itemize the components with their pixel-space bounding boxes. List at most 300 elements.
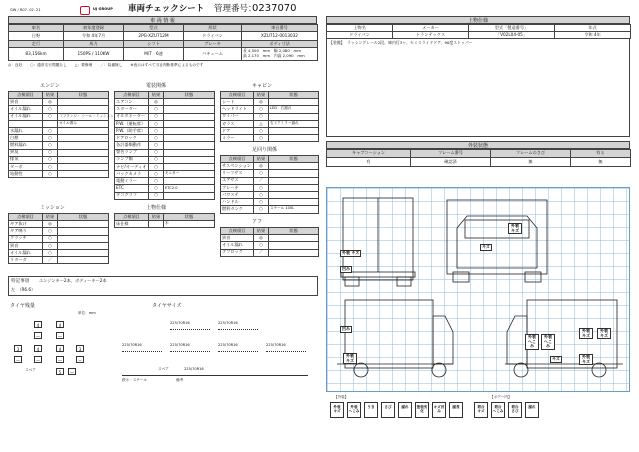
legend-exterior-item: キズ凹み: [432, 402, 446, 418]
damage-diagram: [326, 187, 630, 392]
engine-title: エンジン: [40, 83, 60, 89]
tire-size-rule: [218, 351, 258, 352]
rear-row: [221, 242, 319, 249]
tire-depth-empty: —: [58, 334, 62, 339]
spare-size-label: スペア: [158, 367, 169, 371]
electric-row: [115, 142, 215, 149]
tire-divider: [122, 375, 308, 376]
vehicle-info: [8, 16, 317, 67]
cabin-result: ○: [254, 127, 269, 134]
mileage: 83,156km: [9, 48, 64, 61]
upper-title: 上物仕様: [146, 205, 167, 211]
engine-item: 排気: [9, 156, 43, 163]
rear-row: [221, 235, 319, 242]
running-item: ハンドル: [221, 199, 254, 206]
tire-depth: 4: [34, 321, 42, 328]
running-row: [221, 163, 319, 170]
electric-result: ○: [149, 192, 164, 199]
cabin-row: [221, 99, 319, 106]
legend-exterior-item: 外装 キズ: [330, 402, 344, 418]
upper-col-head: 状態: [164, 214, 215, 221]
running-result: ○: [254, 184, 269, 191]
electric-result: ○: [149, 156, 164, 163]
engine-result: ○: [43, 149, 58, 156]
running-note: [269, 170, 319, 177]
engine-row: [9, 106, 109, 113]
electric-row: [115, 106, 215, 113]
legend-bar: [326, 396, 630, 432]
vehicle-head: 型式: [124, 25, 184, 32]
legend-exterior-item: うき: [364, 402, 378, 418]
upper-maker: トランテックス: [393, 32, 469, 39]
running-item: リーフサス: [221, 170, 254, 177]
cabin-item: ミラー: [221, 135, 254, 142]
mission-note: [58, 228, 109, 235]
electric-note: [164, 120, 215, 127]
tire-depth: 4: [56, 345, 64, 352]
running-row: [221, 170, 319, 177]
engine-table: [8, 91, 118, 178]
body-shape: ドライバン: [184, 32, 242, 41]
brake-type: バキューム: [184, 48, 242, 61]
electric-note: [164, 135, 215, 142]
tire-size-title: タイヤサイズ: [152, 303, 182, 309]
form-code: GW / R07. 02. 21: [10, 8, 41, 12]
upper-result: [149, 221, 164, 228]
mission-row: [9, 257, 109, 264]
upper-head: 型式「製造番号」: [469, 25, 555, 32]
rear-note: [269, 235, 319, 242]
rear-note: [269, 242, 319, 249]
tire-size-rule: [266, 351, 306, 352]
spare-depth: 5: [56, 368, 64, 375]
remarks-label: 備考: [176, 378, 184, 382]
rear-row: [221, 249, 319, 256]
rear-item: デフロック: [221, 249, 254, 256]
engine-note: [58, 106, 109, 113]
damage-mark: キズ: [482, 244, 490, 249]
engine-result: ○: [43, 135, 58, 142]
electric-item: P.W.（運転席）: [115, 120, 149, 127]
cabin-table: [220, 91, 319, 142]
equipment-label: 【装備】: [329, 40, 345, 45]
cabin-note: LED 右割れ: [269, 106, 319, 113]
damage-mark: 外装 へこみ: [541, 334, 555, 350]
mission-row: [9, 221, 109, 228]
engine-note: [58, 163, 109, 170]
body-dims-2: 高 2,170 mm 内高 2,090 mm: [243, 53, 305, 58]
special-notes: [8, 276, 318, 296]
engine-row: [9, 156, 109, 163]
engine-row: [9, 163, 109, 170]
tire-remaining-title: タイヤ残量: [10, 303, 35, 309]
electric-note: [164, 156, 215, 163]
cabin-col-head: 結果: [254, 92, 269, 99]
running-item: ブレーキ: [221, 184, 254, 191]
electric-note: [164, 178, 215, 185]
running-note: [269, 177, 319, 184]
damage-mark: 外装 へこみ: [525, 334, 539, 350]
upper-col-head: 結果: [149, 214, 164, 221]
mission-col-head: 点検項目: [9, 214, 43, 221]
mission-row: [9, 249, 109, 256]
rear-item: 異音: [221, 235, 254, 242]
legend-body-item: 荷台 さび: [508, 402, 522, 418]
legend-body-item: 荷台 へこみ: [491, 402, 505, 418]
engine-result: [43, 120, 58, 127]
tire-size-rule: [170, 351, 210, 352]
electric-result: ○: [149, 171, 164, 178]
upper-note: 木: [164, 221, 215, 228]
running-result: ○: [254, 206, 269, 213]
exterior-state: [326, 141, 630, 167]
mission-result: ○: [43, 228, 58, 235]
electric-item: バックカメラ: [115, 171, 149, 178]
electric-note: [164, 99, 215, 106]
mission-note: [58, 235, 109, 242]
tire-section: [8, 302, 318, 394]
engine-result: ○: [43, 171, 58, 178]
special-line-1: エンジンキー2本、ボディーキー2本: [39, 278, 107, 283]
electric-item: オルタネーター: [115, 113, 149, 120]
electric-item: ETC: [115, 185, 149, 192]
exterior-band: 外装状態: [326, 141, 630, 149]
cabin-section: [220, 84, 318, 142]
rear-result: ／: [254, 249, 269, 256]
rear-result: ◎: [254, 235, 269, 242]
engine-col-head: 状態: [58, 92, 109, 99]
damage-mark: 外装 キズ: [579, 354, 593, 365]
tire-size: 225/70R16: [266, 343, 286, 347]
tire-depth-empty: —: [16, 358, 20, 363]
mission-row: [9, 235, 109, 242]
electric-row: [115, 99, 215, 106]
tire-size-rule: [218, 329, 258, 330]
legend-body-item: 荷台 キズ: [474, 402, 488, 418]
mission-note: [58, 221, 109, 228]
upper-item: 床仕様: [115, 221, 149, 228]
spare-label: スペア: [25, 368, 36, 372]
engine-note: オイル滲み: [58, 120, 109, 127]
legend-right-title: 【ボデー内】: [490, 395, 512, 399]
legend-exterior-item: 腐食: [449, 402, 463, 418]
engine-col-head: 点検項目: [9, 92, 43, 99]
legend-right-items: [474, 402, 539, 418]
cabin-note: [269, 99, 319, 106]
engine-row: [9, 142, 109, 149]
running-note: [269, 184, 319, 191]
rear-note: [269, 249, 319, 256]
electric-item: エアコン: [115, 99, 149, 106]
cabin-note: [269, 127, 319, 134]
equipment-box: [326, 39, 630, 137]
cabin-row: [221, 113, 319, 120]
mission-item: ギア鳴り: [9, 228, 43, 235]
mission-item: 異音: [9, 242, 43, 249]
cabin-note: 右ドアミラー割れ: [269, 120, 319, 127]
mission-table: [8, 213, 109, 264]
damage-mark: 外装 キズ: [579, 328, 593, 339]
running-item: パワステ: [221, 191, 254, 198]
mission-col-head: 状態: [58, 214, 109, 221]
electric-item: ナビ/オーディオ: [115, 163, 149, 170]
electric-item: 警告ランプ: [115, 149, 149, 156]
upper-head: メーカー: [393, 25, 469, 32]
vehicle-head: ボディ寸法: [242, 41, 318, 48]
tire-depth-empty: —: [78, 358, 82, 363]
damage-mark: 凹み: [342, 326, 350, 331]
tire-size: 225/70R16: [218, 321, 238, 325]
electric-result: ○: [149, 163, 164, 170]
vehicle-head: 車台番号: [242, 25, 318, 32]
engine-col-head: 結果: [43, 92, 58, 99]
tire-size: 225/70R16: [170, 321, 190, 325]
electric-row: [115, 192, 215, 199]
legend-exterior-item: 塗装劣化: [415, 402, 429, 418]
engine-note: [58, 156, 109, 163]
running-result: ○: [254, 199, 269, 206]
cabin-title: キャビン: [252, 83, 273, 89]
running-item: エアサス: [221, 177, 254, 184]
electric-row: [115, 163, 215, 170]
rear-title: アフ: [252, 219, 263, 225]
rear-col-head: 状態: [269, 228, 319, 235]
tire-depth-empty: —: [58, 358, 62, 363]
legend-item: △：要修理: [74, 63, 93, 67]
engine-result: ○: [43, 127, 58, 134]
special-line-2: 左 （R6.6）: [11, 287, 36, 292]
damage-mark: 外装 キズ: [342, 250, 360, 255]
cabin-note: [269, 113, 319, 120]
engine-result: ○: [43, 163, 58, 170]
running-result: ／: [254, 177, 269, 184]
running-section: [220, 148, 318, 214]
running-note: [269, 199, 319, 206]
running-col-head: 点検項目: [221, 156, 254, 163]
mission-note: [58, 242, 109, 249]
electric-row: [115, 178, 215, 185]
electric-result: ○: [149, 106, 164, 113]
engine-note: （フランジ・ シール・ミッション）: [58, 113, 109, 120]
electric-item: ドアロック: [115, 135, 149, 142]
engine-note: [58, 99, 109, 106]
horsepower: 150PS / 110KW: [64, 48, 124, 61]
inspection-area: [8, 84, 318, 272]
vehicle-head: 走行: [9, 41, 64, 48]
engine-row: [9, 171, 109, 178]
engine-note: [58, 171, 109, 178]
running-item: 燃料タンク: [221, 206, 254, 213]
upper-head: 年式: [555, 25, 631, 32]
vehicle-head: 馬力: [64, 41, 124, 48]
electric-note: [164, 106, 215, 113]
engine-note: [58, 142, 109, 149]
mission-item: クラッチ: [9, 235, 43, 242]
running-table: [220, 155, 319, 214]
exterior-head: 有る: [571, 150, 631, 158]
result-legend: [8, 63, 317, 67]
exterior-val: 無: [571, 158, 631, 167]
upper-serial: 「V02L04-05」: [469, 32, 555, 39]
tire-depth: 3: [14, 345, 22, 352]
electric-result: ○: [149, 113, 164, 120]
tire-size: 225/70R16: [122, 343, 142, 347]
cabin-item: ワイパー: [221, 113, 254, 120]
running-note: スチール 100L: [269, 206, 319, 213]
wheel-type: 鉄ホ・スチール: [122, 378, 148, 382]
vehicle-band: 車 両 情 報: [8, 16, 317, 24]
engine-result: ○: [43, 142, 58, 149]
chassis-number: XZU712-0013032: [242, 32, 318, 41]
legend-left-items: [330, 402, 463, 418]
exterior-head: フレームのさび: [491, 150, 571, 158]
legend-item: ◎：良好: [8, 63, 23, 67]
rear-section: [220, 220, 318, 257]
cabin-note: [269, 135, 319, 142]
legend-exterior-item: 腐れ: [398, 402, 412, 418]
damage-mark: 外装 キズ: [508, 223, 522, 234]
engine-item: ターボ: [9, 163, 43, 170]
rear-table: [220, 227, 319, 257]
running-result: ○: [254, 170, 269, 177]
engine-section: [8, 83, 118, 178]
tire-unit: 単位：mm: [78, 311, 96, 315]
exterior-table: [326, 149, 631, 167]
engine-note: [58, 135, 109, 142]
electric-item: タコグラフ: [115, 192, 149, 199]
model-code: 2PG-XZU712M: [124, 32, 184, 41]
brand-logo-icon: [80, 6, 90, 15]
mission-title: ミッション: [40, 205, 65, 211]
vehicle-maker: 日野: [9, 32, 64, 41]
vehicle-head: 形状: [184, 25, 242, 32]
electric-note: [164, 149, 215, 156]
electric-note: [164, 192, 215, 199]
electric-row: [115, 135, 215, 142]
cabin-col-head: 点検項目: [221, 92, 254, 99]
rear-col-head: 点検項目: [221, 228, 254, 235]
electric-result: ○: [149, 135, 164, 142]
electric-result: ○: [149, 127, 164, 134]
damage-mark: 外装 キズ: [343, 353, 357, 364]
electric-item: ランプ類: [115, 156, 149, 163]
exterior-val: 無: [491, 158, 571, 167]
engine-item: 異音: [9, 99, 43, 106]
running-row: [221, 206, 319, 213]
engine-row: [9, 99, 109, 106]
upper-spec-table: [326, 24, 631, 39]
tire-depth: 4: [56, 321, 64, 328]
damage-mark: 凹み: [342, 266, 350, 271]
electric-item: 各計器類動作: [115, 142, 149, 149]
upper-spec-band: 上物仕様: [326, 16, 630, 24]
engine-item: オイル漏れ: [9, 113, 43, 120]
electric-result: ○: [149, 178, 164, 185]
vehicle-head: シフト: [124, 41, 184, 48]
electric-row: [115, 113, 215, 120]
vehicle-table: [8, 24, 318, 61]
cabin-result: ◎: [254, 99, 269, 106]
upper-col-head: 点検項目: [115, 214, 149, 221]
legend-exterior-item: さび: [381, 402, 395, 418]
mission-col-head: 結果: [43, 214, 58, 221]
upper-head: 上物名: [327, 25, 393, 32]
upper-year: 令和 4年: [555, 32, 631, 39]
running-note: [269, 163, 319, 170]
electric-row: [115, 120, 215, 127]
shift-type: M/T 6速: [124, 48, 184, 61]
engine-result: ○: [43, 106, 58, 113]
engine-item: 始動性: [9, 171, 43, 178]
running-result: ○: [254, 191, 269, 198]
engine-result: ○: [43, 113, 58, 120]
tire-depth: 3: [76, 345, 84, 352]
cabin-item: シート: [221, 99, 254, 106]
electric-note: [164, 127, 215, 134]
electric-result: ○: [149, 149, 164, 156]
engine-item: オイル漏れ: [9, 106, 43, 113]
mission-item: オイル漏れ: [9, 249, 43, 256]
mgmt-number: 0237070: [252, 3, 297, 14]
mission-section: [8, 206, 108, 264]
running-row: [221, 184, 319, 191]
engine-row: [9, 135, 109, 142]
mission-result: ○: [43, 235, 58, 242]
electric-note: [164, 113, 215, 120]
cabin-result: ○: [254, 106, 269, 113]
mission-row: [9, 228, 109, 235]
engine-item: 異臭: [9, 149, 43, 156]
legend-item: ○：通常走行問題なし: [30, 63, 67, 67]
engine-note: [58, 149, 109, 156]
vehicle-head: 初年度登録: [64, 25, 124, 32]
electric-item: 電動ミラー: [115, 178, 149, 185]
tire-size-rule: [122, 351, 162, 352]
electric-col-head: 点検項目: [115, 92, 149, 99]
electric-row: [115, 171, 215, 178]
mgmt-label: 管理番号：: [214, 4, 257, 14]
electric-section: [114, 84, 214, 200]
electric-result: ○: [149, 120, 164, 127]
electric-result: ◎: [149, 99, 164, 106]
exterior-val: 有: [327, 158, 411, 167]
upper-row: [115, 221, 215, 228]
running-result: ◎: [254, 163, 269, 170]
rear-item: オイル漏れ: [221, 242, 254, 249]
electric-note: ETC2.0: [164, 185, 215, 192]
tire-depth: 4: [34, 345, 42, 352]
electric-item: スターター: [115, 106, 149, 113]
legend-left-title: 【外装】: [334, 395, 349, 399]
electric-note: [164, 163, 215, 170]
running-row: [221, 199, 319, 206]
spare-depth-empty: —: [70, 370, 74, 375]
exterior-head: キャブコーション: [327, 150, 411, 158]
running-title: 足回り関係: [252, 147, 278, 153]
engine-item: [9, 120, 43, 127]
cabin-row: [221, 127, 319, 134]
electric-item: P.W.（助手席）: [115, 127, 149, 134]
engine-row: [9, 127, 109, 134]
mission-row: [9, 242, 109, 249]
brand-name: UJ GROUP: [93, 7, 113, 11]
cabin-result: ○: [254, 135, 269, 142]
electric-note: [164, 142, 215, 149]
running-item: サスペンション: [221, 163, 254, 170]
engine-row: [9, 149, 109, 156]
engine-row: [9, 120, 109, 127]
tire-depth-empty: —: [36, 358, 40, 363]
